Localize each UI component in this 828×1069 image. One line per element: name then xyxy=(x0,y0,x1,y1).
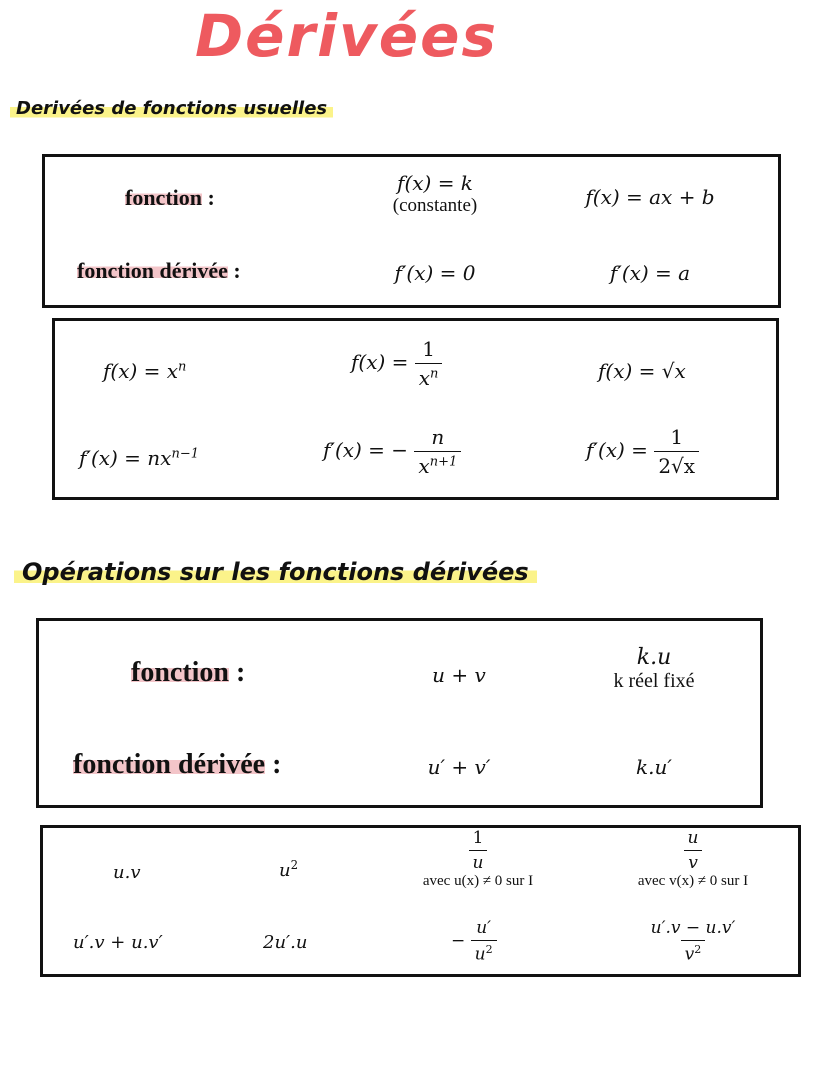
cell-quotient-derivative: $\frac{u'.v - u.v'}{v^2}$ xyxy=(650,918,736,965)
cell-constant-derivative: f′(x) = 0 xyxy=(394,261,476,285)
cell-product-derivative: u′.v + u.v′ xyxy=(73,932,163,953)
cell-inverse-function: $\frac{1}{u}$ avec u(x) ≠ 0 sur I xyxy=(422,828,534,889)
cell-sum-derivative: u′ + v′ xyxy=(427,755,491,779)
cell-affine-function: f(x) = ax + b xyxy=(585,185,715,209)
cell-scalar-function: k.u k réel fixé xyxy=(613,645,695,692)
cell-scalar-derivative: k.u′ xyxy=(636,755,672,779)
cell-quotient-function: $\frac{u}{v}$ avec v(x) ≠ 0 sur I xyxy=(637,828,749,889)
cell-sqrt-function: f(x) = √x xyxy=(598,359,686,383)
row-label-derivative: fonction dérivée : xyxy=(73,749,282,780)
cell-square-function: $u^2$ xyxy=(279,858,299,881)
cell-inverse-power-function: f(x) = $\frac{1}{x^n}$ xyxy=(351,337,442,390)
cell-constant-function: f(x) = k (constante) xyxy=(392,171,478,216)
row-label-function: fonction : xyxy=(125,185,215,210)
table-operations-2 xyxy=(40,825,801,977)
cell-square-derivative: 2u′.u xyxy=(263,932,308,953)
cell-affine-derivative: f′(x) = a xyxy=(609,261,691,285)
section-heading-usual-functions: Derivées de fonctions usuelles xyxy=(10,96,333,121)
row-label-function: fonction : xyxy=(131,657,246,688)
cell-sum-function: u + v xyxy=(432,663,486,687)
section-heading-operations: Opérations sur les fonctions dérivées xyxy=(14,556,537,588)
cell-sqrt-derivative: f′(x) = $\frac{1}{2√x}$ xyxy=(586,425,699,478)
cell-inverse-derivative: − $\frac{u'}{u^2}$ xyxy=(451,918,497,965)
row-label-derivative: fonction dérivée : xyxy=(77,258,241,283)
cell-power-function: $f(x) = x^n$ xyxy=(103,359,187,383)
table-usual-functions-2 xyxy=(52,318,779,500)
cell-product-function: u.v xyxy=(113,862,141,883)
table-usual-functions-1 xyxy=(42,154,781,308)
page-title: Dérivées xyxy=(195,2,498,70)
cell-inverse-power-derivative: f′(x) = − $\frac{n}{x^{n+1}}$ xyxy=(323,425,461,478)
table-operations-1 xyxy=(36,618,763,808)
cell-power-derivative: $f'(x) = nx^{n-1}$ xyxy=(79,446,200,470)
